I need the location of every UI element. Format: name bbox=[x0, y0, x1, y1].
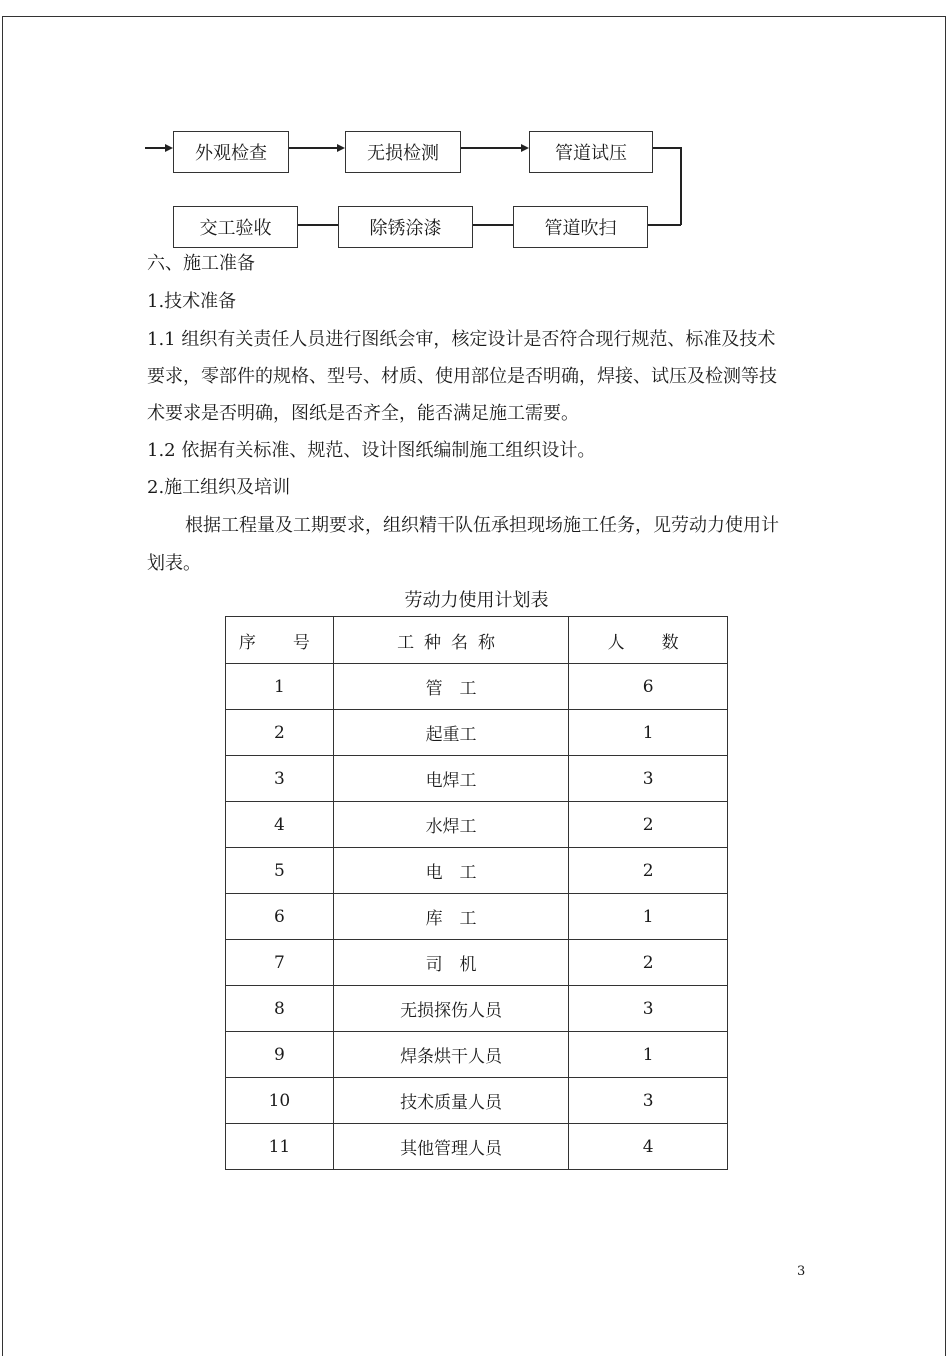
cell-serial: 7 bbox=[226, 940, 334, 986]
flow-arrow-2-icon bbox=[521, 144, 529, 152]
flow-step-pressure-test: 管道试压 bbox=[529, 131, 653, 173]
flow-line-4 bbox=[473, 224, 513, 226]
cell-serial: 9 bbox=[226, 1032, 334, 1078]
table-row bbox=[226, 940, 728, 986]
cell-trade: 管 工 bbox=[333, 664, 568, 710]
paragraph-1-2: 1.2 依据有关标准、规范、设计图纸编制施工组织设计。 bbox=[147, 440, 596, 461]
cell-trade: 电焊工 bbox=[333, 756, 568, 802]
table-row bbox=[226, 710, 728, 756]
table-row bbox=[226, 1032, 728, 1078]
paragraph-1-1-line-2: 要求，零部件的规格、型号、材质、使用部位是否明确，焊接、试压及检测等技 bbox=[147, 366, 777, 387]
subsection-technical-prep: 1.技术准备 bbox=[147, 291, 237, 312]
paragraph-1-1-line-3: 术要求是否明确，图纸是否齐全，能否满足施工需要。 bbox=[147, 403, 579, 424]
cell-serial: 5 bbox=[226, 848, 334, 894]
cell-trade: 电 工 bbox=[333, 848, 568, 894]
cell-count: 2 bbox=[569, 848, 728, 894]
cell-count: 6 bbox=[569, 664, 728, 710]
paragraph-2-line-1: 根据工程量及工期要求，组织精干队伍承担现场施工任务，见劳动力使用计 bbox=[185, 515, 779, 536]
cell-serial: 10 bbox=[226, 1078, 334, 1124]
cell-count: 1 bbox=[569, 1032, 728, 1078]
flow-line-2 bbox=[461, 147, 521, 149]
header-count: 人 数 bbox=[569, 617, 728, 664]
cell-count: 3 bbox=[569, 756, 728, 802]
cell-trade: 起重工 bbox=[333, 710, 568, 756]
flow-line-3b bbox=[680, 147, 682, 225]
cell-trade: 其他管理人员 bbox=[333, 1124, 568, 1170]
flow-step-derust-paint: 除锈涂漆 bbox=[338, 206, 473, 248]
cell-serial: 4 bbox=[226, 802, 334, 848]
subsection-organization-training: 2.施工组织及培训 bbox=[147, 477, 291, 498]
paragraph-2-line-2: 划表。 bbox=[147, 553, 201, 574]
cell-serial: 8 bbox=[226, 986, 334, 1032]
cell-count: 3 bbox=[569, 1078, 728, 1124]
table-row bbox=[226, 802, 728, 848]
cell-trade: 库 工 bbox=[333, 894, 568, 940]
table-row bbox=[226, 986, 728, 1032]
cell-serial: 1 bbox=[226, 664, 334, 710]
cell-serial: 2 bbox=[226, 710, 334, 756]
cell-serial: 6 bbox=[226, 894, 334, 940]
flow-line-5 bbox=[298, 224, 338, 226]
flow-line-3c bbox=[648, 224, 681, 226]
cell-trade: 司 机 bbox=[333, 940, 568, 986]
cell-trade: 水焊工 bbox=[333, 802, 568, 848]
header-serial: 序 号 bbox=[226, 617, 334, 664]
paragraph-1-1-line-1: 1.1 组织有关责任人员进行图纸会审，核定设计是否符合现行规范、标准及技术 bbox=[147, 329, 776, 350]
flow-entry-arrow-icon bbox=[165, 144, 173, 152]
table-row bbox=[226, 894, 728, 940]
table-row bbox=[226, 664, 728, 710]
cell-count: 4 bbox=[569, 1124, 728, 1170]
cell-count: 1 bbox=[569, 894, 728, 940]
flow-step-purging: 管道吹扫 bbox=[513, 206, 648, 248]
flow-line-1 bbox=[289, 147, 337, 149]
section-title: 六、施工准备 bbox=[147, 253, 255, 274]
cell-serial: 3 bbox=[226, 756, 334, 802]
cell-count: 1 bbox=[569, 710, 728, 756]
table-row bbox=[226, 1078, 728, 1124]
table-row bbox=[226, 1124, 728, 1170]
flow-entry-line bbox=[145, 147, 165, 149]
cell-count: 2 bbox=[569, 940, 728, 986]
table-row bbox=[226, 756, 728, 802]
cell-trade: 焊条烘干人员 bbox=[333, 1032, 568, 1078]
flow-step-visual-inspection: 外观检查 bbox=[173, 131, 289, 173]
flow-step-handover: 交工验收 bbox=[173, 206, 298, 248]
header-trade: 工种名称 bbox=[333, 617, 568, 664]
cell-count: 3 bbox=[569, 986, 728, 1032]
flow-arrow-1-icon bbox=[337, 144, 345, 152]
page-number: 3 bbox=[797, 1264, 806, 1279]
labor-plan-table bbox=[225, 616, 728, 1170]
cell-trade: 技术质量人员 bbox=[333, 1078, 568, 1124]
table-row bbox=[226, 848, 728, 894]
process-flowchart bbox=[0, 0, 950, 260]
cell-trade: 无损探伤人员 bbox=[333, 986, 568, 1032]
flow-step-ndt: 无损检测 bbox=[345, 131, 461, 173]
table-title: 劳动力使用计划表 bbox=[404, 590, 549, 611]
table-header-row bbox=[226, 617, 728, 664]
cell-count: 2 bbox=[569, 802, 728, 848]
flow-line-3a bbox=[653, 147, 681, 149]
cell-serial: 11 bbox=[226, 1124, 334, 1170]
